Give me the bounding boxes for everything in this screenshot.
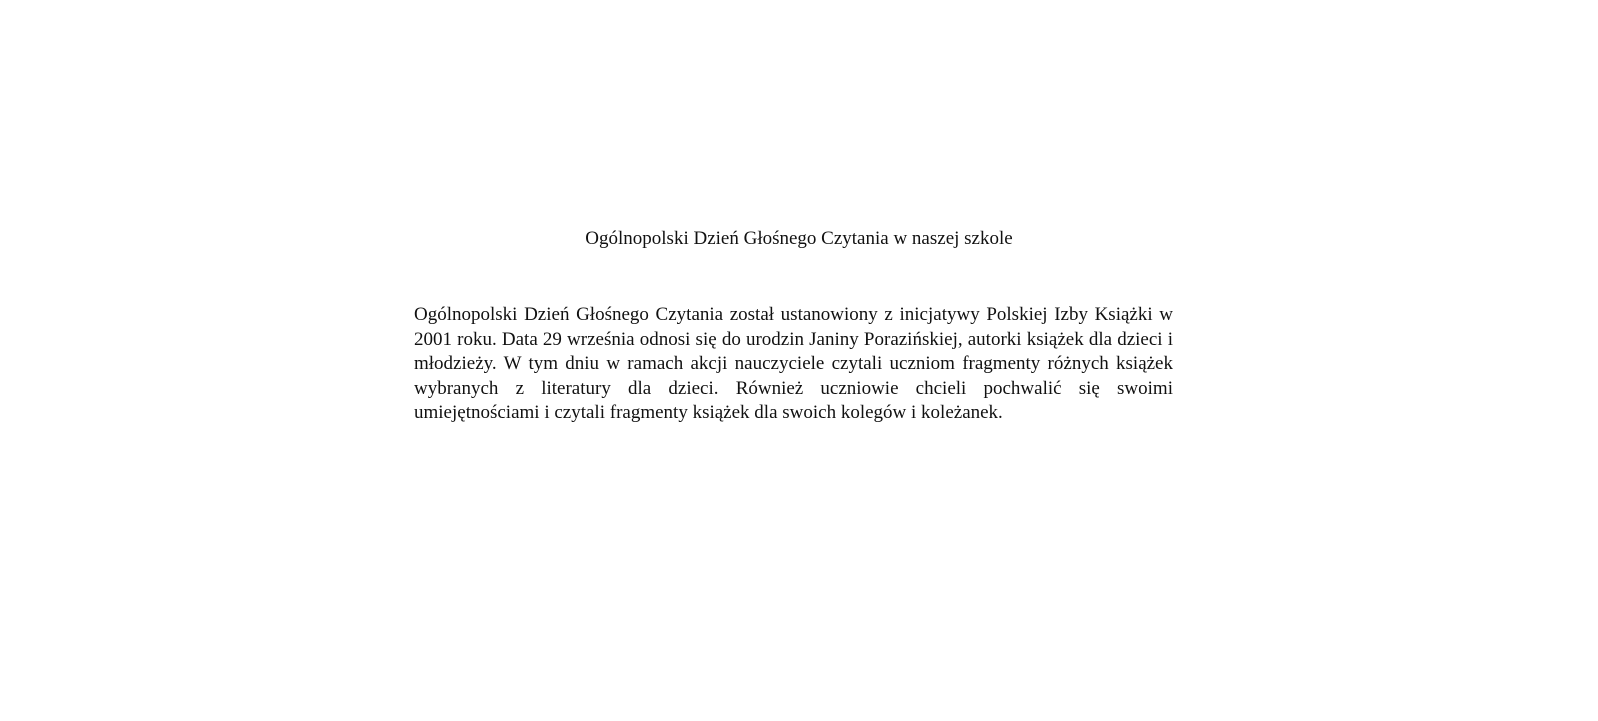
document-paragraph: Ogólnopolski Dzień Głośnego Czytania został ustanowiony z inicjatywy Polskiej Izby Książki w 2001 roku. Data 29 września odnosi się do urodzin Janiny Porazińskiej, autorki książek dla dzieci i młodzieży. W tym dniu w ramach akcji nauczyciele czytali uczniom fragmenty różnych książek wybranych z literatury dla dzieci. Również uczniowie chcieli pochwalić się swoimi umiejętnościami i czytali fragmenty książek dla swoich kolegów i koleżanek. (414, 304, 1173, 424)
document-title: Ogólnopolski Dzień Głośnego Czytania w naszej szkole (585, 228, 1013, 249)
